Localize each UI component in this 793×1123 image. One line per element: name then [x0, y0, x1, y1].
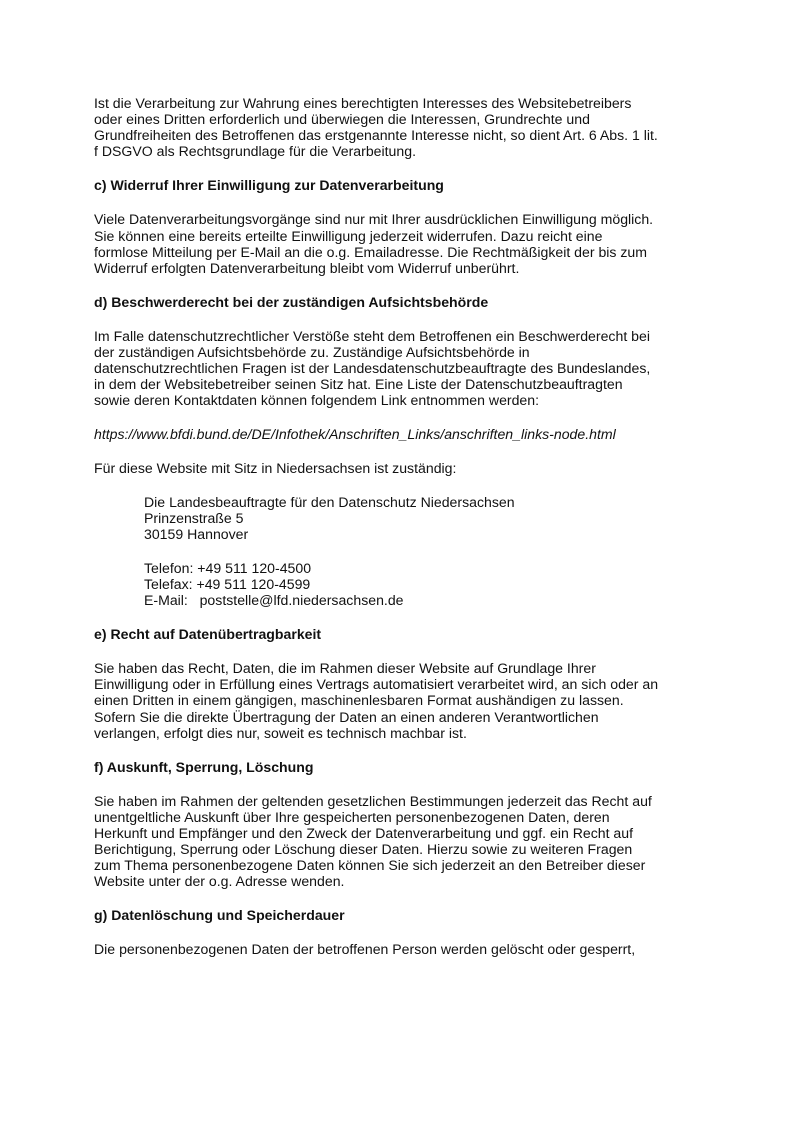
contact-line: Telefax: +49 511 120-4599 [144, 575, 311, 592]
contact-line: E-Mail: poststelle@lfd.niedersachsen.de [144, 592, 404, 609]
text-line: formlose Mitteilung per E-Mail an die o.g. Emailadresse. Die Rechtmäßigkeit der bis zum [94, 243, 648, 260]
text-line: unentgeltliche Auskunft über Ihre gespeicherten personenbezogenen Daten, deren [94, 808, 610, 825]
section-f-paragraph [94, 793, 754, 890]
text-line: in dem der Websitebetreiber seinen Sitz hat. Eine Liste der Datenschutzbeauftragten [94, 376, 623, 393]
text-line: Im Falle datenschutzrechtlicher Verstöße steht dem Betroffenen ein Beschwerderecht bei [94, 327, 650, 344]
text-line: Berichtigung, Sperrung oder Löschung dieser Daten. Hierzu sowie zu weiteren Fragen [94, 841, 633, 858]
section-e-paragraph [94, 660, 754, 740]
authority-address [94, 494, 754, 542]
section-f-heading: f) Auskunft, Sperrung, Löschung [94, 758, 314, 775]
section-c-heading: c) Widerruf Ihrer Einwilligung zur Datenverarbeitung [94, 177, 444, 194]
text-line: Widerruf erfolgten Datenverarbeitung bleibt vom Widerruf unberührt. [94, 259, 520, 276]
text-line: Viele Datenverarbeitungsvorgänge sind nur mit Ihrer ausdrücklichen Einwilligung möglich. [94, 211, 654, 228]
intro-paragraph [94, 95, 754, 159]
document-body [94, 95, 754, 958]
text-line: f DSGVO als Rechtsgrundlage für die Verarbeitung. [94, 143, 416, 160]
text-line: oder eines Dritten erforderlich und überwiegen die Interessen, Grundrechte und [94, 111, 590, 128]
section-g-heading: g) Datenlöschung und Speicherdauer [94, 907, 345, 924]
text-line: Die personenbezogenen Daten der betroffenen Person werden gelöscht oder gesperrt, [94, 941, 636, 958]
address-line: Die Landesbeauftragte für den Datenschutz Niedersachsen [144, 493, 515, 510]
text-line: einen Dritten in einem gängigen, maschinenlesbaren Format aushändigen zu lassen. [94, 692, 624, 709]
text-line: Sie können eine bereits erteilte Einwilligung jederzeit widerrufen. Dazu reicht eine [94, 227, 603, 244]
contact-line: Telefon: +49 511 120-4500 [144, 559, 312, 576]
text-line: Grundfreiheiten des Betroffenen das erstgenannte Interesse nicht, so dient Art. 6 Abs. 1 lit. [94, 127, 658, 144]
section-d-paragraph [94, 328, 754, 408]
address-line: Prinzenstraße 5 [144, 509, 244, 526]
text-line: Ist die Verarbeitung zur Wahrung eines berechtigten Interesses des Websitebetreibers [94, 95, 632, 111]
text-line: Sofern Sie die direkte Übertragung der Daten an einen anderen Verantwortlichen [94, 708, 599, 725]
text-line: zum Thema personenbezogene Daten können Sie sich jederzeit an den Betreiber dieser [94, 857, 646, 874]
section-e-heading: e) Recht auf Datenübertragbarkeit [94, 626, 322, 643]
text-line: Website unter der o.g. Adresse wenden. [94, 873, 345, 890]
bfdi-link[interactable]: https://www.bfdi.bund.de/DE/Infothek/Anschriften_Links/anschriften_links-node.html [94, 426, 616, 443]
address-line: 30159 Hannover [144, 525, 249, 542]
text-line: sowie deren Kontaktdaten können folgendem Link entnommen werden: [94, 392, 540, 409]
section-d-heading: d) Beschwerderecht bei der zuständigen Aufsichtsbehörde [94, 293, 489, 310]
text-line: verlangen, erfolgt dies nur, soweit es technisch machbar ist. [94, 724, 467, 741]
section-g-paragraph [94, 941, 754, 957]
text-line: Herkunft und Empfänger und den Zweck der Datenverarbeitung und ggf. ein Recht auf [94, 825, 634, 841]
text-line: Sie haben im Rahmen der geltenden gesetzlichen Bestimmungen jederzeit das Recht auf [94, 792, 652, 809]
text-line: der zuständigen Aufsichtsbehörde zu. Zuständige Aufsichtsbehörde in [94, 344, 530, 361]
responsible-authority-intro: Für diese Website mit Sitz in Niedersachsen ist zuständig: [94, 459, 457, 476]
section-c-paragraph [94, 211, 754, 275]
authority-contact [94, 560, 754, 608]
text-line: datenschutzrechtlichen Fragen ist der Landesdatenschutzbeauftragte des Bundeslandes, [94, 360, 651, 377]
text-line: Einwilligung oder in Erfüllung eines Vertrags automatisiert verarbeitet wird, an sich oder an [94, 676, 659, 693]
text-line: Sie haben das Recht, Daten, die im Rahmen dieser Website auf Grundlage Ihrer [94, 660, 596, 677]
